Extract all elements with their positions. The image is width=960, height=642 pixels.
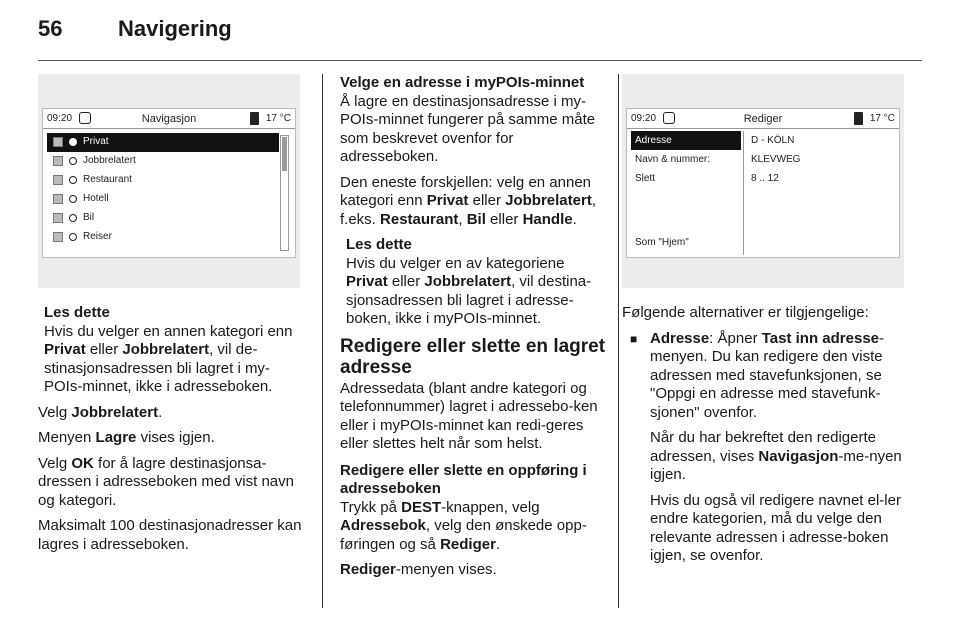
navigation-screen: [42, 108, 296, 258]
page-header: [38, 16, 922, 52]
edit-screen: [626, 108, 900, 258]
radio-icon: [69, 233, 77, 241]
category-item[interactable]: Reiser: [47, 228, 279, 247]
page-heading: Navigering: [118, 16, 232, 41]
screen-time: 09:20: [631, 113, 657, 124]
screen-title: Navigasjon: [141, 113, 197, 125]
category-icon: [53, 156, 63, 166]
navigation-screenshot: [38, 74, 300, 288]
edit-value-list: [747, 131, 887, 188]
column-3: [622, 74, 908, 573]
category-item[interactable]: Privat: [47, 133, 279, 152]
category-icon: [53, 232, 63, 242]
header-rule: [38, 60, 922, 61]
screen-status-bar: [627, 109, 899, 129]
screen-divider: [743, 131, 744, 255]
category-icon: [53, 213, 63, 223]
scrollbar-thumb[interactable]: [282, 137, 287, 171]
column-1: [38, 74, 304, 561]
paragraph: Den eneste forskjellen: velg en annen kategori enn Privat eller Jobbrelatert, f.eks. Restaurant, Bil eller Handle.: [340, 173, 596, 228]
radio-icon: [69, 195, 77, 203]
column-divider: [618, 74, 619, 608]
paragraph: Å lagre en destinasjonsadresse i my-POIs-minnet fungerer på samme måte som beskrevet ovenfor for adresseboken.: [340, 92, 596, 165]
edit-option[interactable]: Adresse: [631, 131, 741, 150]
bullet-text: Adresse: Åpner Tast inn adresse-menyen. Du kan redigere den viste adressen med stavefunksjonen, se "Oppgi en adresse med stavefunk-sjonen" ovenfor.: [650, 329, 885, 421]
edit-option-home[interactable]: Som "Hjem": [635, 237, 689, 248]
paragraph: Maksimalt 100 destinasjonadresser kan lagres i adresseboken.: [38, 517, 302, 553]
category-item[interactable]: Hotell: [47, 190, 279, 209]
category-item[interactable]: Restaurant: [47, 171, 279, 190]
paragraph: Menyen Lagre vises igjen.: [38, 429, 215, 446]
bullet-item: [622, 330, 908, 566]
screen-title: Rediger: [743, 113, 783, 125]
edit-option[interactable]: Slett: [635, 173, 656, 184]
category-item[interactable]: Jobbrelatert: [47, 152, 279, 171]
paragraph: Adressedata (blant andre kategori og telefonnummer) lagret i adressebo-ken eller i myPOIs-minnet kan redi-geres eller slettes helt når som helst.: [340, 379, 598, 452]
bullet-text: Hvis du også vil redigere navnet el-ler endre kategorien, må du velge den relevante adressen i adresse-boken igjen, se ovenfor.: [650, 491, 901, 564]
paragraph: Trykk på DEST-knappen, velg Adressebok, velg den ønskede opp-føringen og så Rediger.: [340, 498, 587, 553]
radio-icon: [69, 176, 77, 184]
bullet-text: Når du har bekreftet den redigerte adressen, vises Navigasjon-me-nyen igjen.: [650, 429, 902, 483]
bullet-icon: ■: [630, 331, 638, 346]
paragraph: Følgende alternativer er tilgjengelige:: [622, 304, 869, 321]
paragraph: Velg OK for å lagre destinasjonsa-dressen i adresseboken med vist navn og kategori.: [38, 454, 294, 509]
scrollbar[interactable]: [280, 135, 289, 251]
section-subheading: Redigere eller slette en oppføring i adresseboken: [340, 461, 587, 497]
note-title: Les dette: [44, 304, 110, 321]
section-subheading: Velge en adresse i myPOIs-minnet: [340, 74, 585, 91]
edit-value: 8 .. 12: [751, 173, 779, 184]
category-icon: [53, 194, 63, 204]
edit-value: D - KÖLN: [751, 135, 795, 146]
screen-status-bar: [43, 109, 295, 129]
phone-icon: [250, 112, 259, 125]
edit-value: KLEVWEG: [751, 154, 801, 165]
category-list: [47, 133, 279, 247]
page-number: 56: [38, 16, 63, 41]
column-divider: [322, 74, 323, 608]
screen-temperature: 17 °C: [869, 113, 895, 124]
screen-temperature: 17 °C: [265, 113, 291, 124]
radio-icon: [69, 138, 77, 146]
edit-screenshot: [622, 74, 904, 288]
screen-time: 09:20: [47, 113, 73, 124]
phone-icon: [854, 112, 863, 125]
section-heading: Redigere eller slette en lagret adresse: [340, 335, 606, 378]
note-text: Hvis du velger en av kategoriene Privat eller Jobbrelatert, vil destina-sjonsadressen bli lagret i adresse-boken, ikke i myPOIs-minnet.: [346, 254, 592, 327]
category-icon: [53, 137, 63, 147]
edit-label-list: [631, 131, 741, 188]
category-item[interactable]: Bil: [47, 209, 279, 228]
column-2: [340, 74, 606, 587]
note-block: [38, 304, 304, 397]
edit-option[interactable]: Navn & nummer:: [635, 154, 711, 165]
category-icon: [53, 175, 63, 185]
paragraph: Rediger-menyen vises.: [340, 561, 497, 578]
radio-icon: [69, 214, 77, 222]
note-title: Les dette: [346, 236, 412, 253]
note-text: Hvis du velger en annen kategori enn Privat eller Jobbrelatert, vil de-stinasjonsadressen bli lagret i my-POIs-minnet, ikke i adresseboken.: [44, 322, 293, 395]
note-block: [340, 236, 606, 329]
paragraph: Velg Jobbrelatert.: [38, 403, 163, 421]
radio-icon: [69, 157, 77, 165]
